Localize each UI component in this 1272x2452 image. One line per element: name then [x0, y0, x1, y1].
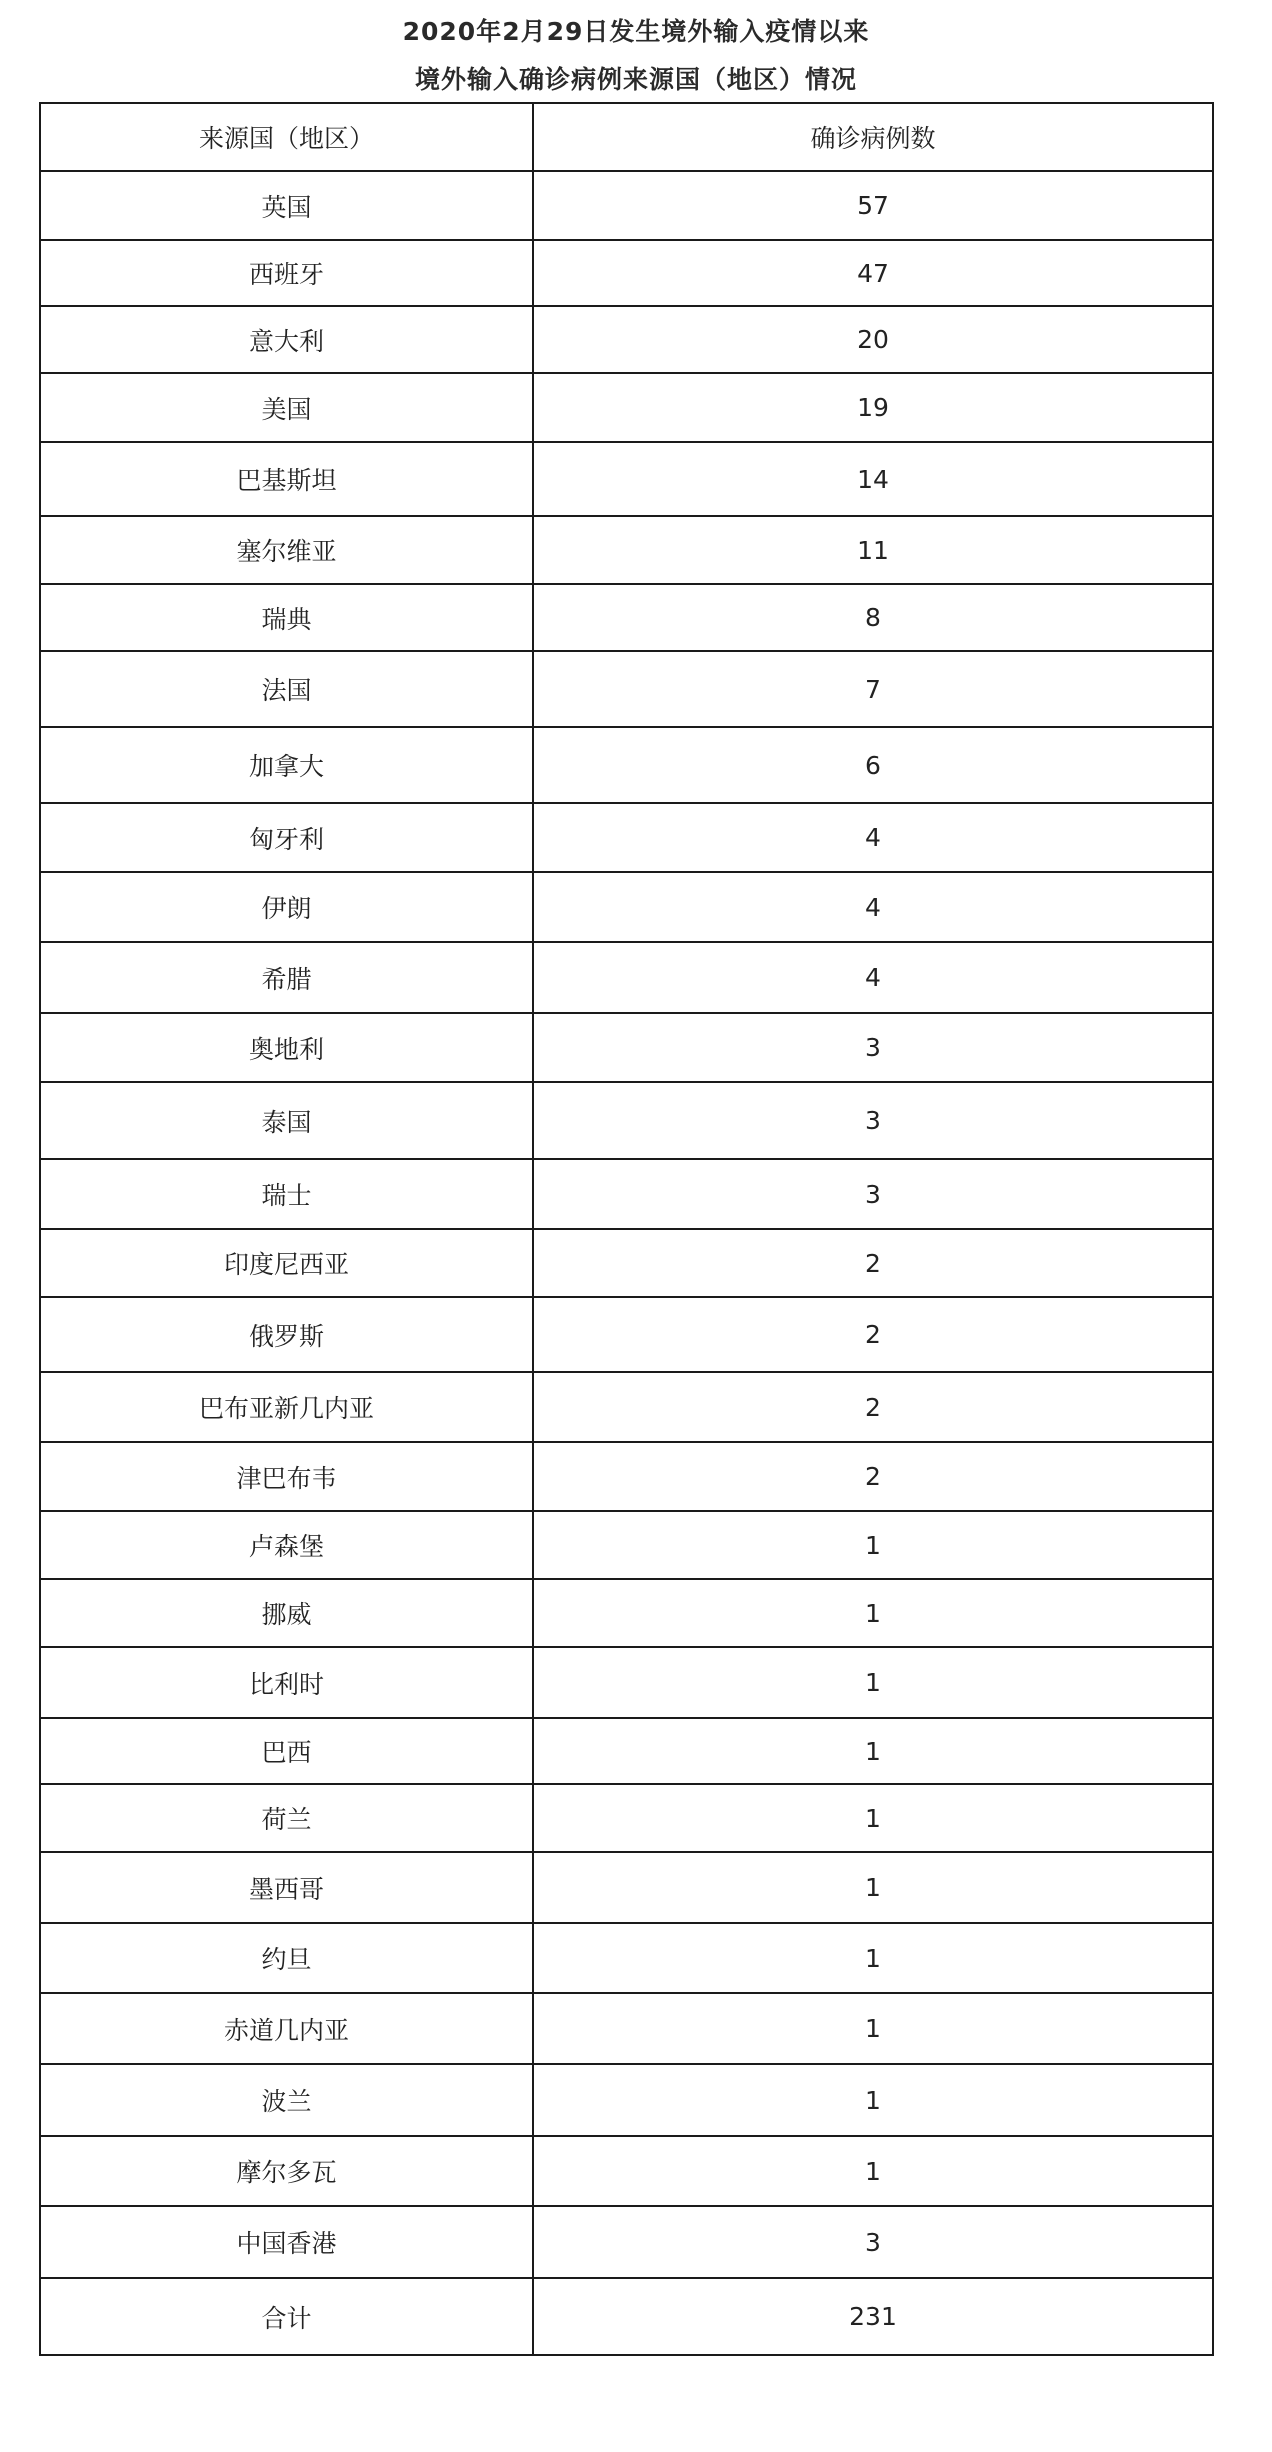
country-cell: 匈牙利 [40, 803, 533, 872]
country-cell: 塞尔维亚 [40, 516, 533, 584]
table-row [40, 1852, 1213, 1923]
table-row [40, 2064, 1213, 2136]
country-cell: 奥地利 [40, 1013, 533, 1082]
table-row [40, 1579, 1213, 1647]
table-row [40, 1372, 1213, 1442]
count-cell: 8 [533, 584, 1213, 651]
count-cell: 4 [533, 803, 1213, 872]
table-row [40, 1442, 1213, 1511]
country-cell: 比利时 [40, 1647, 533, 1718]
count-cell: 2 [533, 1442, 1213, 1511]
table-row [40, 1993, 1213, 2064]
country-cell: 巴布亚新几内亚 [40, 1372, 533, 1442]
table-row [40, 516, 1213, 584]
country-cell: 希腊 [40, 942, 533, 1013]
count-cell: 3 [533, 1159, 1213, 1229]
table-total-row [40, 2278, 1213, 2355]
table-header-row [40, 103, 1213, 171]
count-cell: 57 [533, 171, 1213, 240]
count-cell: 3 [533, 1082, 1213, 1159]
country-cell: 中国香港 [40, 2206, 533, 2278]
count-cell: 14 [533, 442, 1213, 516]
count-cell: 20 [533, 306, 1213, 373]
count-cell: 1 [533, 1993, 1213, 2064]
country-cell: 约旦 [40, 1923, 533, 1993]
table-row [40, 727, 1213, 803]
count-cell: 1 [533, 2064, 1213, 2136]
country-cell: 荷兰 [40, 1784, 533, 1852]
country-cell: 挪威 [40, 1579, 533, 1647]
country-cell: 赤道几内亚 [40, 1993, 533, 2064]
table-row [40, 1229, 1213, 1297]
table-row [40, 1923, 1213, 1993]
country-cell: 俄罗斯 [40, 1297, 533, 1372]
table-row [40, 1082, 1213, 1159]
count-cell: 1 [533, 2136, 1213, 2206]
title-line-1: 2020年2月29日发生境外输入疫情以来 [402, 17, 870, 46]
count-cell: 19 [533, 373, 1213, 442]
country-cell: 卢森堡 [40, 1511, 533, 1579]
count-cell: 6 [533, 727, 1213, 803]
country-cell: 巴西 [40, 1718, 533, 1784]
count-cell: 3 [533, 2206, 1213, 2278]
country-cell: 巴基斯坦 [40, 442, 533, 516]
table-row [40, 584, 1213, 651]
country-cell: 津巴布韦 [40, 1442, 533, 1511]
table-row [40, 1159, 1213, 1229]
country-cell: 英国 [40, 171, 533, 240]
count-cell: 11 [533, 516, 1213, 584]
count-cell: 4 [533, 872, 1213, 942]
count-cell: 2 [533, 1229, 1213, 1297]
table-row [40, 306, 1213, 373]
total-label-cell: 合计 [40, 2278, 533, 2355]
table-row [40, 803, 1213, 872]
country-cell: 美国 [40, 373, 533, 442]
table-row [40, 1784, 1213, 1852]
country-cell: 伊朗 [40, 872, 533, 942]
country-cell: 摩尔多瓦 [40, 2136, 533, 2206]
count-cell: 4 [533, 942, 1213, 1013]
count-cell: 1 [533, 1852, 1213, 1923]
total-count-cell: 231 [533, 2278, 1213, 2355]
count-cell: 1 [533, 1647, 1213, 1718]
count-cell: 7 [533, 651, 1213, 727]
header-country: 来源国（地区） [40, 103, 533, 171]
header-count: 确诊病例数 [533, 103, 1213, 171]
country-cell: 瑞士 [40, 1159, 533, 1229]
table-row [40, 942, 1213, 1013]
count-cell: 1 [533, 1718, 1213, 1784]
count-cell: 1 [533, 1579, 1213, 1647]
country-cell: 瑞典 [40, 584, 533, 651]
count-cell: 1 [533, 1923, 1213, 1993]
table-row [40, 1511, 1213, 1579]
table-row [40, 872, 1213, 942]
table-row [40, 171, 1213, 240]
title-line-2: 境外输入确诊病例来源国（地区）情况 [414, 65, 857, 94]
country-cell: 墨西哥 [40, 1852, 533, 1923]
country-cell: 法国 [40, 651, 533, 727]
country-cell: 波兰 [40, 2064, 533, 2136]
count-cell: 1 [533, 1511, 1213, 1579]
count-cell: 2 [533, 1297, 1213, 1372]
cases-table [39, 102, 1214, 2356]
table-row [40, 373, 1213, 442]
country-cell: 印度尼西亚 [40, 1229, 533, 1297]
table-row [40, 651, 1213, 727]
table-row [40, 442, 1213, 516]
country-cell: 泰国 [40, 1082, 533, 1159]
table-row [40, 1013, 1213, 1082]
table-row [40, 2136, 1213, 2206]
table-row [40, 1297, 1213, 1372]
count-cell: 2 [533, 1372, 1213, 1442]
table-row [40, 1718, 1213, 1784]
country-cell: 西班牙 [40, 240, 533, 306]
count-cell: 1 [533, 1784, 1213, 1852]
table-row [40, 2206, 1213, 2278]
table-row [40, 1647, 1213, 1718]
count-cell: 47 [533, 240, 1213, 306]
table-row [40, 240, 1213, 306]
count-cell: 3 [533, 1013, 1213, 1082]
country-cell: 意大利 [40, 306, 533, 373]
country-cell: 加拿大 [40, 727, 533, 803]
